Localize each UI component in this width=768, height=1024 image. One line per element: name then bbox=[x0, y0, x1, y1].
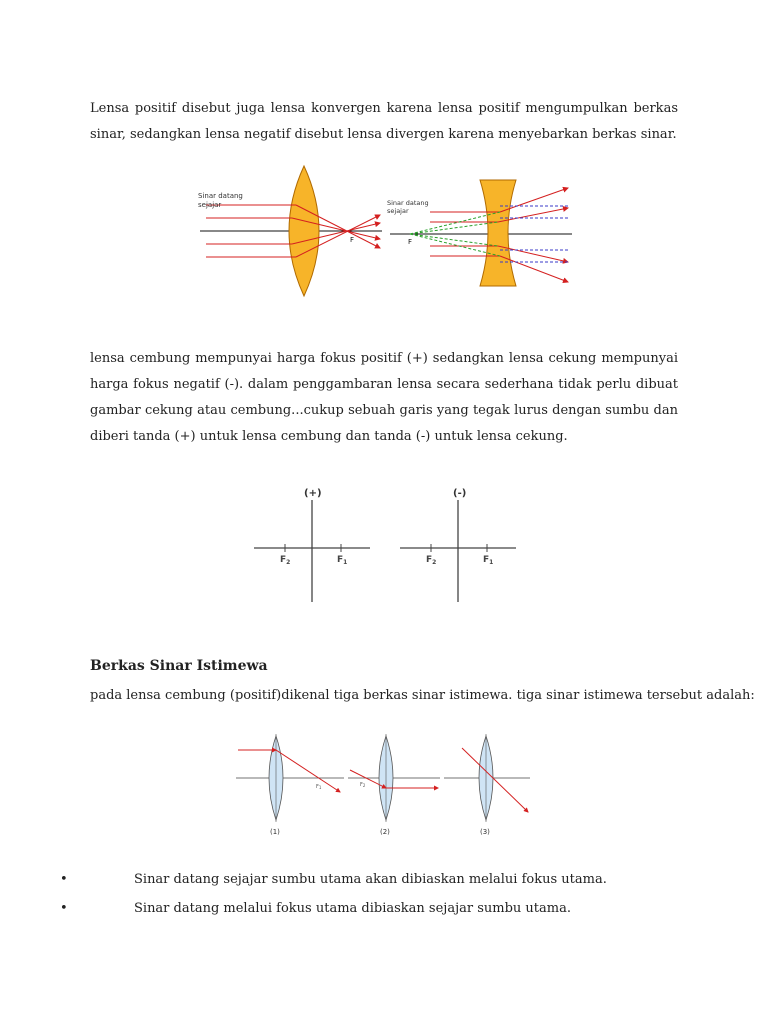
convex-ray-label-1: Sinar datang bbox=[198, 192, 243, 200]
ray1-f1-mark: $F_1$ bbox=[316, 784, 322, 790]
bullet-text: Sinar datang sejajar sumbu utama akan dibiaskan melalui fokus utama. bbox=[134, 872, 607, 887]
convex-lens bbox=[289, 166, 319, 296]
bullet-dot: • bbox=[60, 901, 68, 916]
simplified-lens-figure bbox=[248, 480, 522, 606]
lens-comparison-figure bbox=[196, 160, 580, 306]
special-rays-intro: pada lensa cembung (positif)dikenal tiga berkas sinar istimewa. tiga sinar istimewa tersebut adalah: bbox=[90, 688, 755, 703]
convex-focus-label: F bbox=[350, 236, 355, 244]
left-f1-label: $F_1$ bbox=[337, 555, 348, 566]
concave-lens-diagram bbox=[387, 180, 572, 286]
concave-ray-label-2: sejajar bbox=[387, 207, 409, 215]
left-f2-label: $F_2$ bbox=[280, 555, 291, 566]
intro-paragraph: Lensa positif disebut juga lensa konvergen karena lensa positif mengumpulkan berkas sinar, sedangkan lensa negatif disebut lensa divergen karena menyebarkan berkas sinar. bbox=[90, 101, 678, 142]
special-rays-figure bbox=[232, 730, 536, 840]
right-f2-label: $F_2$ bbox=[426, 555, 437, 566]
convex-lens-diagram bbox=[198, 166, 382, 296]
concave-lens bbox=[480, 180, 516, 286]
positive-lens-symbol bbox=[254, 488, 370, 602]
bullet-text: Sinar datang melalui fokus utama dibiaskan sejajar sumbu utama. bbox=[134, 901, 571, 916]
bullet-dot: • bbox=[60, 872, 68, 887]
lens-sign-paragraph: lensa cembung mempunyai harga fokus positif (+) sedangkan lensa cekung mempunyai harga fokus negatif (-). dalam penggambaran lensa secara sederhana tidak perlu dibuat gambar cekung atau cembung...cukup sebuah garis yang tegak lurus dengan sumbu dan diberi tanda (+) untuk lensa cembung dan tanda (-) untuk lensa cekung. bbox=[90, 351, 678, 444]
section-heading: Berkas Sinar Istimewa bbox=[90, 658, 268, 674]
positive-sign-label: (+) bbox=[304, 488, 322, 499]
concave-focus-label: F bbox=[408, 238, 413, 246]
special-ray-diagram-3 bbox=[444, 734, 530, 836]
convex-ray-label-2: sejajar bbox=[198, 201, 222, 209]
concave-ray-label-1: Sinar datang bbox=[387, 199, 429, 207]
negative-sign-label: (-) bbox=[453, 488, 467, 499]
ray-diagram-label-2: (2) bbox=[380, 828, 390, 836]
ray-diagram-label-1: (1) bbox=[270, 828, 280, 836]
special-ray-diagram-1 bbox=[236, 734, 344, 836]
right-f1-label: $F_1$ bbox=[483, 555, 494, 566]
ray2-f2-mark: $F_2$ bbox=[360, 782, 366, 788]
ray-diagram-label-3: (3) bbox=[480, 828, 490, 836]
special-ray-diagram-2 bbox=[348, 734, 440, 836]
negative-lens-symbol bbox=[400, 488, 516, 602]
